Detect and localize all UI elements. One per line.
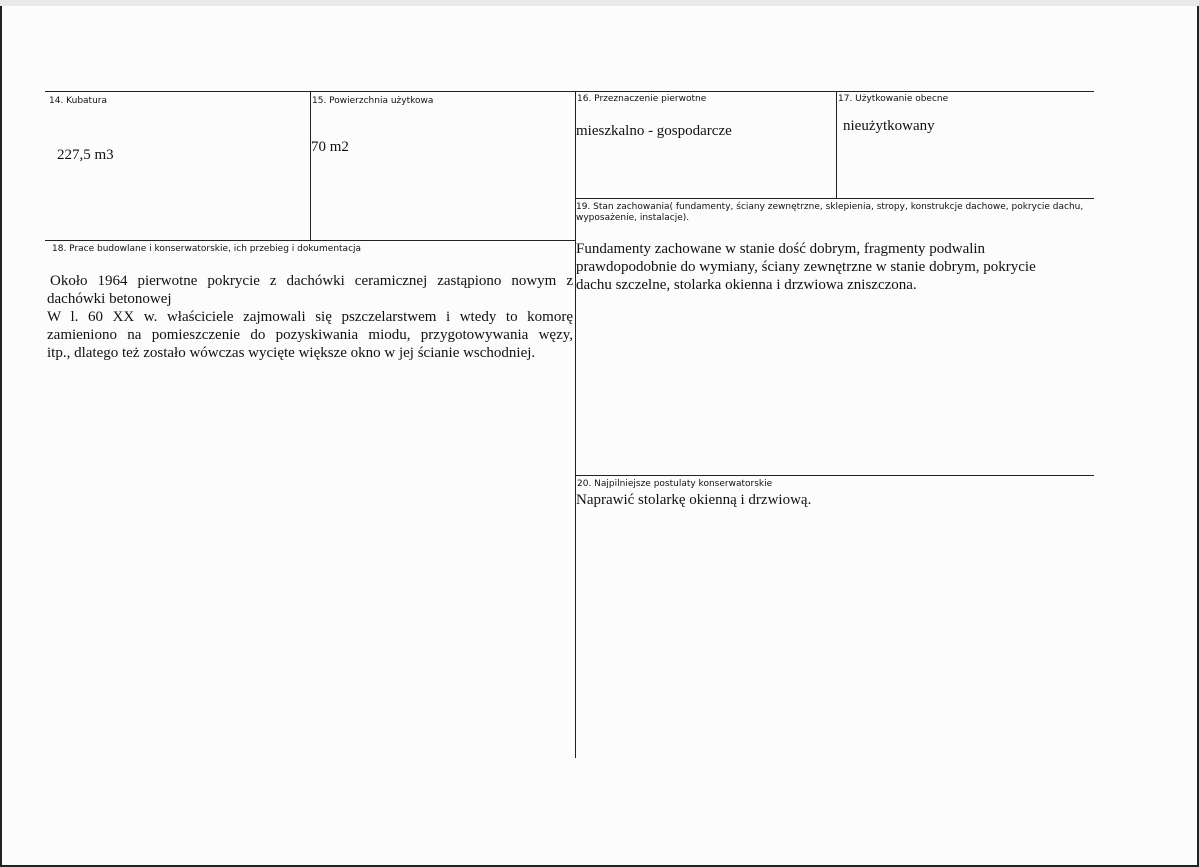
prace-line: W l. 60 XX w. właściciele zajmowali się pszczelarstwem i wtedy to komorę: [47, 309, 573, 325]
przeznaczenie-value: mieszkalno - gospodarcze: [576, 123, 732, 139]
divider-14-15: [310, 91, 311, 240]
stan-label: 19. Stan zachowania( fundamenty, ściany zewnętrzne, sklepienia, stropy, konstrukcje dachowe, pokrycie dachu, wyposażenie, instalacje).: [576, 202, 1084, 223]
cell-19-top-rule: [575, 198, 1094, 199]
divider-16-17: [836, 91, 837, 198]
uzytkowanie-value: nieużytkowany: [843, 118, 935, 134]
powierzchnia-label: 15. Powierzchnia użytkowa: [312, 96, 434, 106]
row-top-rule: [45, 91, 1094, 92]
scan-top-band: [0, 0, 1199, 6]
prace-text: [47, 272, 573, 362]
cell-18-top-rule: [45, 240, 575, 241]
powierzchnia-value: 70 m2: [311, 139, 349, 155]
prace-line: dachówki betonowej: [47, 291, 172, 307]
stan-line: dachu szczelne, stolarka okienna i drzwiowa zniszczona.: [576, 277, 917, 293]
uzytkowanie-label: 17. Użytkowanie obecne: [838, 94, 949, 104]
prace-line: zamieniono na pomieszczenie do pozyskiwania miodu, przygotowywania węzy,: [47, 327, 573, 343]
przeznaczenie-label: 16. Przeznaczenie pierwotne: [577, 94, 707, 104]
prace-line: itp., dlatego też zostało wówczas wycięte większe okno w jej ścianie wschodniej.: [47, 345, 536, 361]
cell-20-top-rule: [575, 475, 1094, 476]
prace-line: Około 1964 pierwotne pokrycie z dachówki ceramicznej zastąpiono nowym z: [50, 273, 573, 289]
kubatura-label: 14. Kubatura: [49, 96, 108, 106]
stan-line: prawdopodobnie do wymiany, ściany zewnętrzne w stanie dobrym, pokrycie: [576, 259, 1036, 275]
stan-text: [576, 240, 1092, 294]
prace-label: 18. Prace budowlane i konserwatorskie, ich przebieg i dokumentacja: [52, 244, 362, 254]
postulaty-label: 20. Najpilniejsze postulaty konserwatorskie: [577, 479, 773, 489]
main-divider: [575, 91, 576, 758]
postulaty-value: Naprawić stolarkę okienną i drzwiową.: [576, 492, 812, 508]
kubatura-value: 227,5 m3: [57, 147, 114, 163]
stan-line: Fundamenty zachowane w stanie dość dobrym, fragmenty podwalin: [576, 241, 986, 257]
